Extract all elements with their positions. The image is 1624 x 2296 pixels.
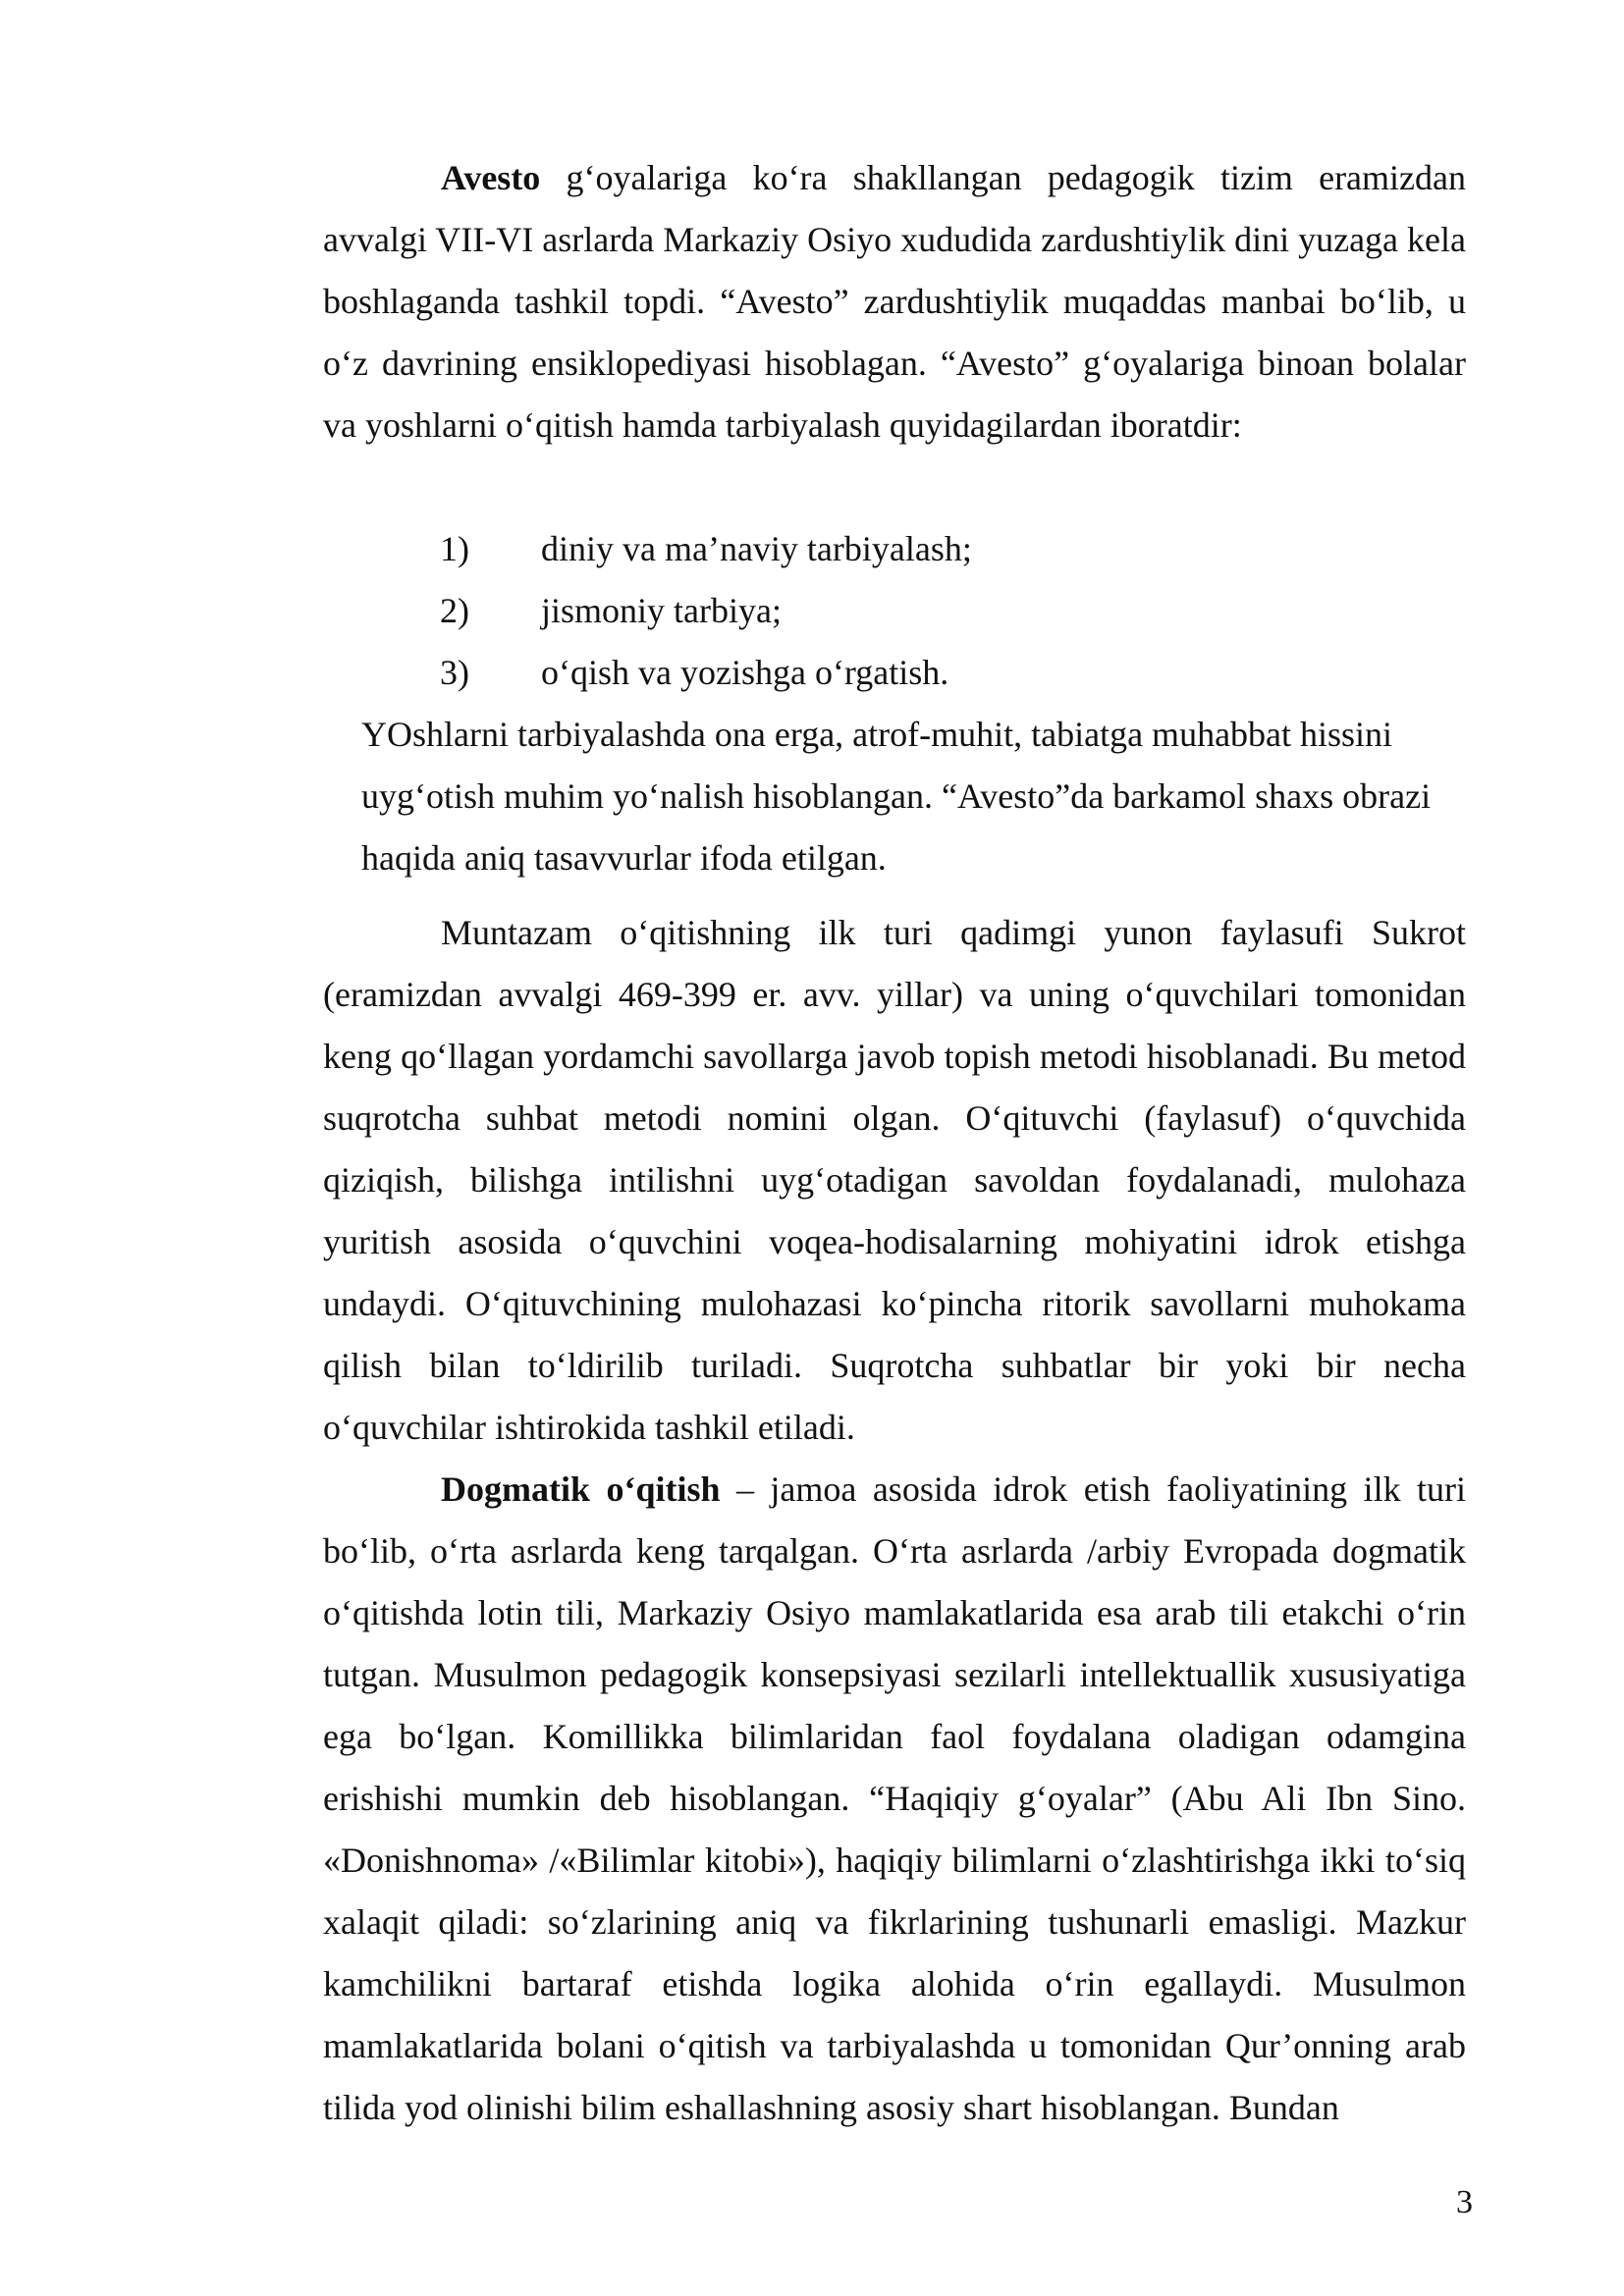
paragraph-avesto-text: g‘oyalariga ko‘ra shakllangan pedagogik tizim eramizdan avvalgi VII-VI asrlarda Markaziy Osiyo xududida zardushtiylik dini yuzaga kela boshlaganda tashkil topdi. “Avesto” zardushtiylik muqaddas manbai bo‘lib, u o‘z davrining ensiklopediyasi hisoblagan. “Avesto” g‘oyalariga binoan bolalar va yoshlarni o‘qitish hamda tarbiyalash quyidagilardan iboratdir: [323,158,1466,445]
avesto-note-line: uyg‘otish muhim yo‘nalish hisoblangan. “Avesto”da barkamol shaxs obrazi [361,776,1432,816]
list-item [440,642,1324,704]
list-item-text: o‘qish va yozishga o‘rgatish. [541,653,949,692]
paragraph-dogmatic-teaching [323,1459,1466,2139]
list-item-text: jismoniy tarbiya; [541,591,782,630]
paragraph-dogmatic-lead: Dogmatik o‘qitish [441,1469,721,1509]
list-item-text: diniy va ma’naviy tarbiyalash; [541,529,972,568]
avesto-note-line: YOshlarni tarbiyalashda ona erga, atrof-muhit, tabiatga muhabbat hissini [361,715,1393,754]
avesto-note-line: haqida aniq tasavvurlar ifoda etilgan. [361,838,887,878]
list-item [440,580,1324,642]
paragraph-avesto-lead: Avesto [441,158,541,197]
paragraph-socratic-method [323,902,1466,1459]
avesto-note [361,704,1481,889]
paragraph-socratic-text: Muntazam o‘qitishning ilk turi qadimgi yunon faylasufi Sukrot (eramizdan avvalgi 469-399 er. avv. yillar) va uning o‘quvchilari tomonidan keng qo‘llagan yordamchi savollarga javob topish metodi hisoblanadi. Bu metod suqrotcha suhbat metodi nomini olgan. O‘qituvchi (faylasuf) o‘quvchida qiziqish, bilishga intilishni uyg‘otadigan savoldan foydalanadi, mulohaza yuritish asosida o‘quvchini voqea-hodisalarning mohiyatini idrok etishga undaydi. O‘qituvchining mulohazasi ko‘pincha ritorik savollarni muhokama qilish bilan to‘ldirilib turiladi. Suqrotcha suhbatlar bir yoki bir necha o‘quvchilar ishtirokida tashkil etiladi. [323,913,1466,1447]
list-item-number: 2) [440,591,469,630]
list-item-number: 3) [440,653,469,692]
paragraph-dogmatic-text: – jamoa asosida idrok etish faoliyatining ilk turi bo‘lib, o‘rta asrlarda keng tarqalgan. O‘rta asrlarda /arbiy Evropada dogmatik o‘qitishda lotin tili, Markaziy Osiyo mamlakatlarida esa arab tili etakchi o‘rin tutgan. Musulmon pedagogik konsepsiyasi sezilarli intellektuallik xususiyatiga ega bo‘lgan. Komillikka bilimlaridan faol foydalana oladigan odamgina erishishi mumkin deb hisoblangan. “Haqiqiy g‘oyalar” (Abu Ali Ibn Sino. «Donishnoma» /«Bilimlar kitobi»), haqiqiy bilimlarni o‘zlashtirishga ikki to‘siq xalaqit qiladi: so‘zlarining aniq va fikrlarining tushunarli emasligi. Mazkur kamchilikni bartaraf etishda logika alohida o‘rin egallaydi. Musulmon mamlakatlarida bolani o‘qitish va tarbiyalashda u tomonidan Qur’onning arab tilida yod olinishi bilim eshallashning asosiy shart hisoblangan. Bundan [323,1469,1467,2127]
paragraph-avesto [323,147,1466,456]
page-number: 3 [1456,2184,1473,2220]
list-item [440,518,1324,580]
list-item-number: 1) [440,529,469,568]
